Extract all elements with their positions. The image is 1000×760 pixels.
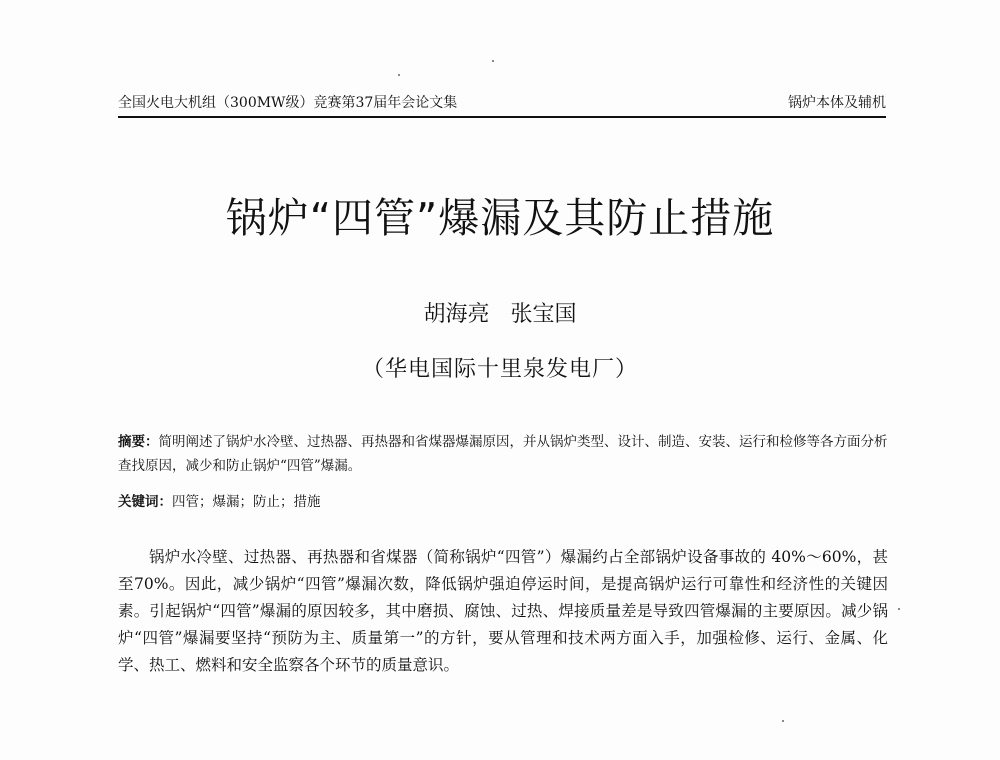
- abstract-text: 简明阐述了锅炉水冷壁、过热器、再热器和省煤器爆漏原因，并从锅炉类型、设计、制造、安装、运行和检修等各方面分析查找原因，减少和防止锅炉“四管”爆漏。: [118, 434, 888, 474]
- scan-speck: [898, 608, 900, 610]
- authors: 胡海亮 张宝国: [423, 302, 577, 327]
- keywords: [118, 490, 888, 514]
- running-header: [118, 92, 886, 118]
- keywords-label: 关键词：: [118, 494, 172, 510]
- body-paragraph: 锅炉水冷壁、过热器、再热器和省煤器（简称锅炉“四管”）爆漏约占全部锅炉设备事故的 40%～60%，甚至70%。因此，减少锅炉“四管”爆漏次数，降低锅炉强迫停运时间，是提高锅炉运行可靠性和经济性的关键因素。引起锅炉“四管”爆漏的原因较多，其中磨损、腐蚀、过热、焊接质量差是导致四管爆漏的主要原因。减少锅炉“四管”爆漏要坚持“预防为主、质量第一”的方针，要从管理和技术两方面入手，加强检修、运行、金属、化学、热工、燃料和安全监察各个环节的质量意识。: [118, 548, 888, 674]
- affiliation: （华电国际十里泉发电厂）: [361, 357, 638, 382]
- abstract: [118, 430, 888, 478]
- scan-speck: [782, 720, 784, 722]
- paper-title: 锅炉“四管”爆漏及其防止措施: [225, 194, 775, 242]
- keywords-text: 四管；爆漏；防止；措施: [172, 494, 321, 510]
- scan-speck: [398, 74, 400, 76]
- section-name: 锅炉本体及辅机: [788, 95, 886, 111]
- scan-speck: [492, 60, 494, 62]
- abstract-label: 摘要：: [118, 434, 159, 450]
- proceedings-title: 全国火电大机组（300MW级）竞赛第37届年会论文集: [118, 95, 458, 111]
